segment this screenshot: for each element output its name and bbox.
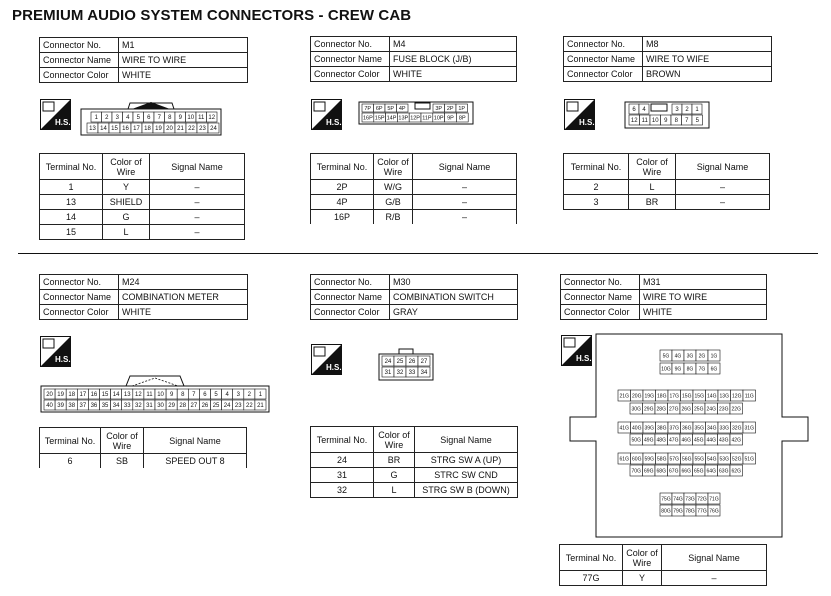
header-signal-name: Signal Name xyxy=(413,154,517,180)
pin-label: 72G xyxy=(697,496,707,503)
header-signal-name: Signal Name xyxy=(415,427,518,453)
pin-label: 38G xyxy=(657,425,667,432)
pin-label: 11 xyxy=(641,118,648,125)
page-title: PREMIUM AUDIO SYSTEM CONNECTORS - CREW CAB xyxy=(12,7,412,24)
pin-label: 24 xyxy=(223,403,231,410)
pin-label: 4 xyxy=(126,115,130,122)
pin-label: 62G xyxy=(731,468,741,475)
table-row: 4P G/B – xyxy=(311,195,517,210)
pin-label: 9G xyxy=(674,366,682,373)
pin-label: 8P xyxy=(458,115,466,122)
pin-label: 5P xyxy=(387,105,395,112)
pin-label: 6P xyxy=(375,105,383,112)
pin-label: 17G xyxy=(669,393,679,400)
pin-label: 19 xyxy=(57,392,64,399)
pin-label: 22G xyxy=(731,406,741,413)
label-connector-no: Connector No. xyxy=(311,37,390,52)
pin-label: 6 xyxy=(203,392,207,399)
pin-label: 1 xyxy=(695,107,699,114)
pin-label: 46G xyxy=(681,437,691,444)
pin-label: 27G xyxy=(669,406,679,413)
hs-label: H.S. xyxy=(55,355,71,364)
pin-label: 70G xyxy=(631,468,641,475)
connector-color-value: WHITE xyxy=(640,305,767,320)
connector-no-value: M31 xyxy=(640,275,767,290)
connector-face-m8 xyxy=(624,101,710,129)
pin-label: 7P xyxy=(364,105,372,112)
connector-no-value: M24 xyxy=(119,275,248,290)
header-terminal-no: Terminal No. xyxy=(311,427,374,453)
pin-label: 22 xyxy=(246,403,253,410)
table-row: 15 L – xyxy=(40,225,245,240)
pin-label: 9 xyxy=(664,118,668,125)
pin-label: 20 xyxy=(166,126,173,133)
pin-label: 45G xyxy=(694,437,704,444)
table-row: 77G Y – xyxy=(560,571,767,586)
pin-label: 4P xyxy=(398,105,406,112)
pin-label: 44G xyxy=(706,437,716,444)
pin-label: 24 xyxy=(210,126,217,133)
harness-side-icon xyxy=(311,99,342,130)
pin-label: 6 xyxy=(632,107,636,114)
section-divider xyxy=(18,253,818,254)
label-connector-name: Connector Name xyxy=(561,290,640,305)
pin-label: 68G xyxy=(656,468,666,475)
label-connector-no: Connector No. xyxy=(40,275,119,290)
pin-label: 39G xyxy=(644,425,654,432)
table-row: 6 SB SPEED OUT 8 xyxy=(40,454,247,469)
pin-label: 11 xyxy=(198,115,205,122)
pin-label: 5 xyxy=(695,118,699,125)
pin-label: 5 xyxy=(214,392,218,399)
pin-label: 40G xyxy=(632,425,642,432)
connector-face-m24 xyxy=(40,373,270,413)
pin-label: 2P xyxy=(446,105,454,112)
pin-label: 28 xyxy=(179,403,187,410)
pin-label: 15G xyxy=(682,393,692,400)
connector-info-m30 xyxy=(310,274,518,320)
hs-label: H.S. xyxy=(326,363,342,372)
pin-label: 4 xyxy=(225,392,229,399)
pin-label: 23 xyxy=(234,403,242,410)
header-signal-name: Signal Name xyxy=(150,154,245,180)
connector-info-m8 xyxy=(563,36,772,82)
pin-label: 76G xyxy=(709,508,719,515)
pin-label: 41G xyxy=(619,425,629,432)
terminal-table-m4 xyxy=(310,153,517,224)
pin-label: 19G xyxy=(644,393,654,400)
pin-label: 56G xyxy=(682,456,692,463)
header-terminal-no: Terminal No. xyxy=(40,154,103,180)
pin-label: 18 xyxy=(68,392,76,399)
label-connector-name: Connector Name xyxy=(40,290,119,305)
pin-label: 10P xyxy=(433,115,444,122)
table-row: 14 G – xyxy=(40,210,245,225)
label-connector-no: Connector No. xyxy=(561,275,640,290)
pin-label: 36 xyxy=(90,403,98,410)
hs-label: H.S. xyxy=(579,118,595,127)
pin-label: 77G xyxy=(697,508,707,515)
pin-label: 59G xyxy=(644,456,654,463)
pin-label: 24 xyxy=(384,359,392,366)
pin-label: 8G xyxy=(686,366,694,373)
pin-label: 21 xyxy=(257,403,264,410)
terminal-table-m24 xyxy=(39,427,247,468)
pin-label: 31 xyxy=(384,370,392,377)
pin-label: 67G xyxy=(669,468,679,475)
label-connector-name: Connector Name xyxy=(40,53,119,68)
pin-label: 34G xyxy=(707,425,717,432)
header-terminal-no: Terminal No. xyxy=(311,154,374,180)
pin-label: 42G xyxy=(731,437,741,444)
table-row: 24 BR STRG SW A (UP) xyxy=(311,453,518,468)
header-signal-name: Signal Name xyxy=(676,154,770,180)
pin-label: 26 xyxy=(201,403,209,410)
pin-label: 10 xyxy=(651,118,659,125)
pin-label: 79G xyxy=(673,508,683,515)
connector-face-m4 xyxy=(358,101,474,125)
pin-label: 2 xyxy=(685,107,689,114)
pin-label: 48G xyxy=(656,437,666,444)
header-color-of-wire: Color of Wire xyxy=(374,154,413,180)
pin-label: 1 xyxy=(94,115,98,122)
pin-label: 3G xyxy=(686,353,694,360)
pin-label: 17 xyxy=(79,392,87,399)
pin-label: 40 xyxy=(46,403,53,410)
pin-label: 53G xyxy=(719,456,729,463)
pin-label: 20 xyxy=(46,392,53,399)
pin-label: 37G xyxy=(669,425,679,432)
pin-label: 2 xyxy=(105,115,109,122)
pin-label: 5 xyxy=(136,115,140,122)
pin-label: 25 xyxy=(396,359,404,366)
pin-label: 4G xyxy=(674,353,682,360)
pin-label: 6G xyxy=(710,366,718,373)
pin-label: 3 xyxy=(236,392,240,399)
pin-label: 16 xyxy=(90,392,98,399)
pin-label: 66G xyxy=(681,468,691,475)
table-row: 2 L – xyxy=(564,180,770,195)
pin-label: 10 xyxy=(157,392,164,399)
pin-label: 11P xyxy=(422,115,432,122)
pin-label: 8 xyxy=(674,118,678,125)
pin-label: 32 xyxy=(396,370,404,377)
label-connector-no: Connector No. xyxy=(564,37,643,52)
pin-label: 69G xyxy=(644,468,654,475)
pin-label: 50G xyxy=(631,437,641,444)
pin-label: 27 xyxy=(190,403,198,410)
header-terminal-no: Terminal No. xyxy=(40,428,101,454)
table-row: 13 SHIELD – xyxy=(40,195,245,210)
table-row: 31 G STRC SW CND xyxy=(311,468,518,483)
harness-side-icon xyxy=(311,344,342,375)
pin-label: 30 xyxy=(157,403,164,410)
pin-label: 15P xyxy=(374,115,385,122)
connector-no-value: M8 xyxy=(643,37,772,52)
connector-name-value: COMBINATION METER xyxy=(119,290,248,305)
header-color-of-wire: Color of Wire xyxy=(629,154,676,180)
label-connector-color: Connector Color xyxy=(311,67,390,82)
pin-label: 73G xyxy=(685,496,695,503)
pin-label: 57G xyxy=(669,456,679,463)
pin-label: 36G xyxy=(682,425,692,432)
pin-label: 7 xyxy=(685,118,689,125)
pin-label: 14P xyxy=(386,115,397,122)
harness-side-icon xyxy=(564,99,595,130)
pin-label: 13 xyxy=(123,392,131,399)
pin-label: 1 xyxy=(258,392,263,399)
pin-label: 14 xyxy=(100,126,107,133)
pin-label: 28G xyxy=(656,406,666,413)
pin-label: 10G xyxy=(661,366,671,373)
pin-label: 26 xyxy=(408,359,416,366)
pin-label: 13 xyxy=(89,126,96,133)
connector-color-value: BROWN xyxy=(643,67,772,82)
pin-label: 19 xyxy=(155,126,162,133)
pin-label: 13G xyxy=(719,393,729,400)
connector-no-value: M1 xyxy=(119,38,248,53)
label-connector-color: Connector Color xyxy=(40,68,119,83)
connector-no-value: M30 xyxy=(390,275,518,290)
header-terminal-no: Terminal No. xyxy=(560,545,623,571)
pin-label: 11G xyxy=(744,393,754,400)
label-connector-no: Connector No. xyxy=(40,38,119,53)
pin-label: 22 xyxy=(188,126,195,133)
connector-info-m31 xyxy=(560,274,767,320)
pin-label: 75G xyxy=(661,496,671,503)
connector-color-value: WHITE xyxy=(390,67,517,82)
pin-label: 25 xyxy=(212,403,220,410)
pin-label: 38 xyxy=(68,403,76,410)
pin-label: 35G xyxy=(694,425,704,432)
terminal-table-m30 xyxy=(310,426,518,498)
table-row: 32 L STRG SW B (DOWN) xyxy=(311,483,518,498)
pin-label: 16P xyxy=(363,115,373,122)
pin-label: 52G xyxy=(732,456,742,463)
pin-label: 60G xyxy=(632,456,642,463)
pin-label: 61G xyxy=(619,456,629,463)
header-color-of-wire: Color of Wire xyxy=(101,428,144,454)
header-signal-name: Signal Name xyxy=(662,545,767,571)
harness-side-icon xyxy=(40,99,71,130)
pin-label: 10 xyxy=(187,115,195,122)
connector-face-m30 xyxy=(378,347,434,381)
pin-label: 7 xyxy=(157,115,161,122)
pin-label: 65G xyxy=(694,468,704,475)
connector-color-value: WHITE xyxy=(119,305,248,320)
pin-label: 8 xyxy=(168,115,172,122)
pin-label: 14 xyxy=(112,392,120,399)
pin-label: 11 xyxy=(146,392,153,399)
table-row: 16P R/B – xyxy=(311,210,517,225)
pin-label: 7 xyxy=(192,392,196,399)
pin-label: 15G xyxy=(694,393,704,400)
pin-label: 25G xyxy=(694,406,704,413)
pin-label: 78G xyxy=(685,508,695,515)
hs-label: H.S. xyxy=(326,118,342,127)
label-connector-color: Connector Color xyxy=(561,305,640,320)
connector-name-value: COMBINATION SWITCH xyxy=(390,290,518,305)
pin-label: 1P xyxy=(458,105,466,112)
pin-label: 32G xyxy=(732,425,742,432)
connector-color-value: GRAY xyxy=(390,305,518,320)
label-connector-color: Connector Color xyxy=(40,305,119,320)
pin-label: 55G xyxy=(694,456,704,463)
pin-label: 13P xyxy=(398,115,409,122)
pin-label: 34 xyxy=(112,403,120,410)
pin-label: 9P xyxy=(447,115,454,122)
pin-label: 80G xyxy=(661,508,671,515)
pin-label: 35 xyxy=(101,403,109,410)
pin-label: 3 xyxy=(675,107,679,114)
pin-label: 31 xyxy=(146,403,153,410)
pin-label: 5G xyxy=(662,353,670,360)
pin-label: 12 xyxy=(630,118,638,125)
pin-label: 30G xyxy=(631,406,641,413)
pin-label: 27 xyxy=(420,359,428,366)
header-color-of-wire: Color of Wire xyxy=(374,427,415,453)
header-terminal-no: Terminal No. xyxy=(564,154,629,180)
pin-label: 33G xyxy=(719,425,729,432)
pin-label: 21G xyxy=(619,393,629,400)
pin-label: 17 xyxy=(133,126,140,133)
connector-color-value: WHITE xyxy=(119,68,248,83)
label-connector-name: Connector Name xyxy=(311,290,390,305)
header-color-of-wire: Color of Wire xyxy=(623,545,662,571)
pin-label: 9 xyxy=(169,392,174,399)
pin-label: 39 xyxy=(57,403,64,410)
connector-name-value: WIRE TO WIFE xyxy=(643,52,772,67)
connector-info-m1 xyxy=(39,37,248,83)
pin-label: 29 xyxy=(168,403,175,410)
pin-label: 24G xyxy=(706,406,716,413)
pin-label: 14G xyxy=(707,393,717,400)
label-connector-color: Connector Color xyxy=(564,67,643,82)
table-row: 2P W/G – xyxy=(311,180,517,195)
pin-label: 18 xyxy=(144,126,151,133)
harness-side-icon xyxy=(40,336,71,367)
pin-label: 16 xyxy=(122,126,129,133)
table-row: 1 Y – xyxy=(40,180,245,195)
pin-label: 34 xyxy=(420,370,428,377)
connector-face-m1 xyxy=(80,100,222,136)
pin-label: 7G xyxy=(698,366,706,373)
pin-label: 2 xyxy=(247,392,252,399)
pin-label: 43G xyxy=(719,437,729,444)
pin-label: 49G xyxy=(644,437,654,444)
pin-label: 12G xyxy=(732,393,742,400)
pin-label: 4 xyxy=(642,107,646,114)
pin-label: 2G xyxy=(698,353,706,360)
connector-info-m24 xyxy=(39,274,248,320)
pin-label: 51G xyxy=(744,456,754,463)
pin-label: 1G xyxy=(710,353,718,360)
connector-face-m31 xyxy=(568,333,810,538)
pin-label: 12 xyxy=(135,392,142,399)
pin-label: 23G xyxy=(719,406,729,413)
pin-label: 15 xyxy=(101,392,109,399)
pin-label: 74G xyxy=(673,496,683,503)
pin-label: 9 xyxy=(178,115,182,122)
pin-label: 12 xyxy=(208,115,216,122)
pin-label: 54G xyxy=(707,456,717,463)
pin-label: 18G xyxy=(657,393,667,400)
connector-no-value: M4 xyxy=(390,37,517,52)
pin-label: 33 xyxy=(123,403,131,410)
pin-label: 31G xyxy=(744,425,754,432)
hs-label: H.S. xyxy=(576,354,592,363)
connector-info-m4 xyxy=(310,36,517,82)
pin-label: 3 xyxy=(115,115,119,122)
connector-name-value: WIRE TO WIRE xyxy=(119,53,248,68)
pin-label: 32 xyxy=(135,403,142,410)
pin-label: 6 xyxy=(147,115,151,122)
pin-label: 20G xyxy=(632,393,642,400)
label-connector-color: Connector Color xyxy=(311,305,390,320)
pin-label: 37 xyxy=(79,403,87,410)
connector-name-value: WIRE TO WIRE xyxy=(640,290,767,305)
header-color-of-wire: Color of Wire xyxy=(103,154,150,180)
pin-label: 15 xyxy=(111,126,118,133)
label-connector-name: Connector Name xyxy=(311,52,390,67)
pin-label: 47G xyxy=(669,437,679,444)
pin-label: 26G xyxy=(681,406,691,413)
pin-label: 58G xyxy=(657,456,667,463)
terminal-table-m1 xyxy=(39,153,245,240)
pin-label: 8 xyxy=(181,392,185,399)
pin-label: 23 xyxy=(199,126,206,133)
terminal-table-m31 xyxy=(559,544,767,586)
hs-label: H.S. xyxy=(55,118,71,127)
pin-label: 12P xyxy=(410,115,420,122)
pin-label: 71G xyxy=(709,496,719,503)
pin-label: 63G xyxy=(719,468,729,475)
label-connector-no: Connector No. xyxy=(311,275,390,290)
table-row: 3 BR – xyxy=(564,195,770,210)
pin-label: 3P xyxy=(435,105,443,112)
header-signal-name: Signal Name xyxy=(144,428,247,454)
connector-name-value: FUSE BLOCK (J/B) xyxy=(390,52,517,67)
pin-label: 64G xyxy=(706,468,716,475)
pin-label: 21 xyxy=(177,126,184,133)
pin-label: 29G xyxy=(644,406,654,413)
terminal-table-m8 xyxy=(563,153,770,210)
pin-label: 33 xyxy=(408,370,416,377)
label-connector-name: Connector Name xyxy=(564,52,643,67)
